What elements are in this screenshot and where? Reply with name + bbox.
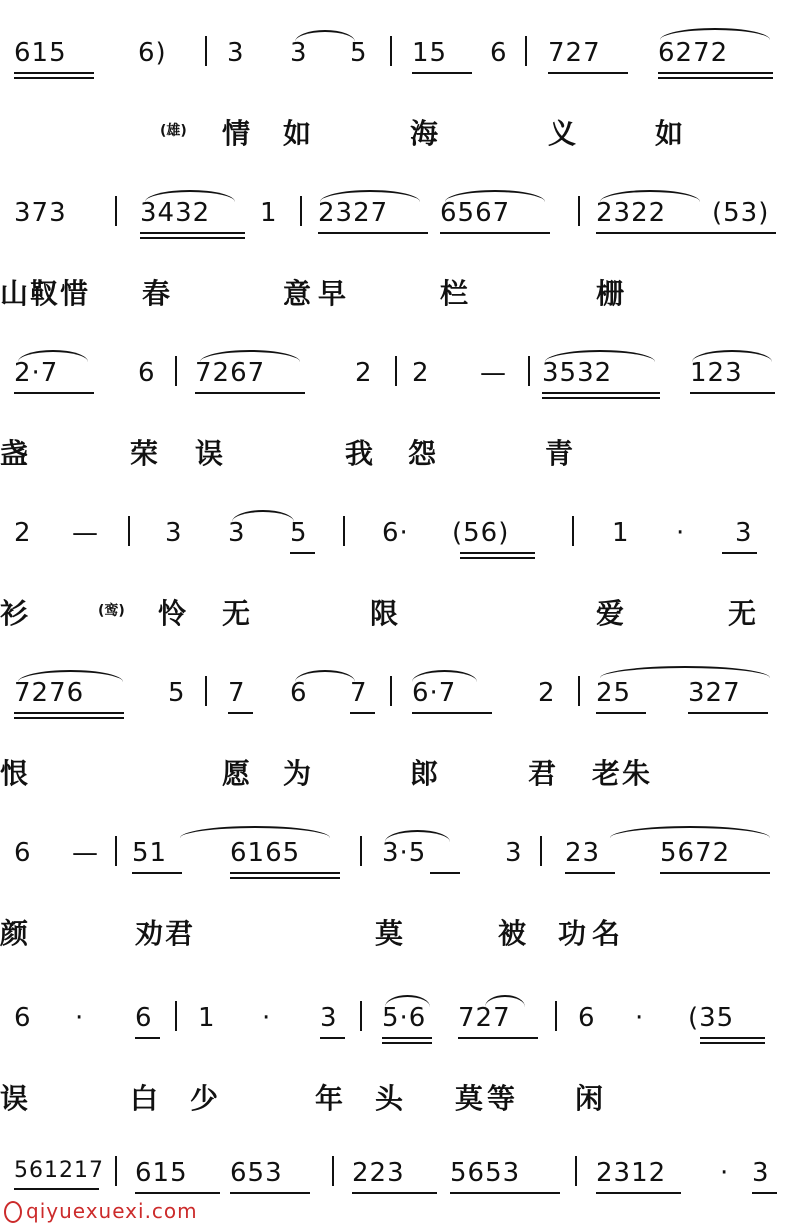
underline (140, 237, 245, 239)
lyric-char: 君 (165, 917, 194, 950)
slur (200, 350, 300, 362)
notation-line (0, 830, 800, 890)
lyrics-line (0, 912, 800, 952)
underline (596, 712, 646, 714)
barline (525, 36, 527, 66)
barline (572, 516, 574, 546)
slur (385, 995, 430, 1007)
notation-line (0, 670, 800, 730)
score-system-5 (0, 670, 800, 820)
note-group: 3 (320, 1003, 338, 1033)
lyric-char: 头 (375, 1082, 404, 1115)
barline (343, 516, 345, 546)
underline (450, 1192, 560, 1194)
underline (458, 1037, 538, 1039)
barline (578, 676, 580, 706)
note-group: · (75, 1003, 85, 1033)
note-group: (53) (712, 198, 770, 228)
slur (660, 28, 770, 40)
slur (295, 30, 355, 42)
underline (430, 872, 460, 874)
lyric-char: 荣 (130, 437, 159, 470)
note-group: 23 (565, 838, 601, 868)
lyric-char: 无 (728, 597, 757, 630)
score-system-6 (0, 830, 800, 980)
underline (350, 712, 375, 714)
note-group: 727 (548, 38, 601, 68)
note-group: · (720, 1158, 730, 1188)
note-group: 6 (14, 1003, 32, 1033)
underline (596, 1192, 681, 1194)
underline (700, 1042, 765, 1044)
lyric-char: 我 (345, 437, 374, 470)
underline (140, 232, 245, 234)
score-system-1 (0, 30, 800, 180)
barline (300, 196, 302, 226)
note-group: — (72, 518, 99, 548)
note-group: 3 (752, 1158, 770, 1188)
note-group: 223 (352, 1158, 405, 1188)
note-group: 3432 (140, 198, 211, 228)
slur (692, 350, 772, 362)
slur (18, 670, 123, 682)
note-group: — (480, 358, 507, 388)
barline (205, 676, 207, 706)
note-group: 6 (135, 1003, 153, 1033)
note-group: 6165 (230, 838, 301, 868)
note-group: · (635, 1003, 645, 1033)
note-group: 2 (14, 518, 32, 548)
note-group: 6) (138, 38, 167, 68)
note-group: 2 (538, 678, 556, 708)
lyric-char: 衫 (0, 597, 29, 630)
note-group: 2312 (596, 1158, 667, 1188)
underline (412, 712, 492, 714)
lyrics-line (0, 752, 800, 792)
slur (600, 666, 770, 678)
underline (542, 397, 660, 399)
underline (230, 877, 340, 879)
underline (412, 72, 472, 74)
site-watermark (4, 1199, 198, 1224)
slur (412, 670, 477, 682)
slur (18, 350, 88, 362)
underline (14, 1188, 99, 1190)
lyrics-line (0, 112, 800, 152)
barline (115, 196, 117, 226)
underline (14, 77, 94, 79)
note-group: 25 (596, 678, 632, 708)
lyrics-line (0, 592, 800, 632)
barline (578, 196, 580, 226)
lyric-char: 怜 (158, 597, 187, 630)
note-group: 2 (355, 358, 373, 388)
underline (320, 1037, 345, 1039)
barline (575, 1156, 577, 1186)
lyric-char: 早 (318, 277, 347, 310)
barline (555, 1001, 557, 1031)
lyric-char: 如 (655, 117, 684, 150)
underline (752, 1192, 777, 1194)
underline (14, 717, 124, 719)
note-group: 3532 (542, 358, 613, 388)
lyric-char: 愿 (222, 757, 251, 790)
lyric-char: 恨 (0, 757, 29, 790)
note-group: 2·7 (14, 358, 59, 388)
lyric-char: 春 (142, 277, 171, 310)
barline (528, 356, 530, 386)
lyric-char: 怨 (408, 437, 437, 470)
underline (135, 1192, 220, 1194)
lyric-char: 为 (283, 757, 312, 790)
note-group: 2 (412, 358, 430, 388)
lyric-char: 如 (283, 117, 312, 150)
barline (128, 516, 130, 546)
barline (360, 836, 362, 866)
note-group: 6 (290, 678, 308, 708)
notation-line (0, 510, 800, 570)
note-group: 5 (168, 678, 186, 708)
note-group: 1 (260, 198, 278, 228)
underline (228, 712, 253, 714)
note-group: 5672 (660, 838, 731, 868)
lyric-char: 栏 (440, 277, 469, 310)
note-group: 6· (382, 518, 409, 548)
lyric-char: 名 (592, 917, 621, 950)
note-group: 373 (14, 198, 67, 228)
slur (232, 510, 294, 522)
barline (390, 676, 392, 706)
note-group: · (262, 1003, 272, 1033)
lyric-char: 被 (498, 917, 527, 950)
lyric-char: 无 (222, 597, 251, 630)
lyric-char: 误 (0, 1082, 29, 1115)
note-group: 1 (612, 518, 630, 548)
lyric-char: 山 (0, 277, 29, 310)
note-group: 3·5 (382, 838, 427, 868)
barline (115, 836, 117, 866)
watermark-text: qiyuexuexi.com (26, 1198, 198, 1223)
lyric-char: 青 (545, 437, 574, 470)
note-group: 5 (350, 38, 368, 68)
note-group: 3 (227, 38, 245, 68)
barline (395, 356, 397, 386)
note-group: 6·7 (412, 678, 457, 708)
barline (540, 836, 542, 866)
note-group: 2327 (318, 198, 389, 228)
note-group: 615 (14, 38, 67, 68)
notation-line (0, 190, 800, 250)
lyric-char: 义 (548, 117, 577, 150)
lyric-char: 老 (592, 757, 621, 790)
note-group: (35 (688, 1003, 735, 1033)
lyric-char: 等 (487, 1082, 516, 1115)
underline (135, 1037, 160, 1039)
note-group: 1 (198, 1003, 216, 1033)
note-group: (56) (452, 518, 510, 548)
underline (690, 392, 775, 394)
role-marker: (雄) (160, 123, 187, 139)
note-group: 15 (412, 38, 448, 68)
note-group: 5·6 (382, 1003, 427, 1033)
slur (610, 826, 770, 838)
note-group: 653 (230, 1158, 283, 1188)
underline (230, 1192, 310, 1194)
note-group: 51 (132, 838, 168, 868)
lyric-char: 情 (222, 117, 251, 150)
underline (700, 1037, 765, 1039)
note-group: — (72, 838, 99, 868)
underline (14, 72, 94, 74)
slur (180, 826, 330, 838)
underline (460, 552, 535, 554)
lyric-char: 盏 (0, 437, 29, 470)
barline (205, 36, 207, 66)
note-group: 5653 (450, 1158, 521, 1188)
lyric-char: 郎 (410, 757, 439, 790)
lyrics-line (0, 272, 800, 312)
notation-line (0, 30, 800, 90)
underline (318, 232, 428, 234)
note-group: 3 (290, 38, 308, 68)
score-system-2 (0, 190, 800, 340)
note-group: 5 (290, 518, 308, 548)
note-group: 2322 (596, 198, 667, 228)
lyric-char: 劝 (135, 917, 164, 950)
site-logo-icon (4, 1201, 22, 1223)
lyric-char: 白 (130, 1082, 159, 1115)
note-group: 561217 (14, 1158, 104, 1183)
lyrics-line (0, 1077, 800, 1117)
underline (596, 232, 776, 234)
lyric-char: 误 (195, 437, 224, 470)
lyric-char: 莫 (375, 917, 404, 950)
note-group: 6 (490, 38, 508, 68)
notation-line (0, 995, 800, 1055)
underline (195, 392, 305, 394)
barline (360, 1001, 362, 1031)
score-system-4 (0, 510, 800, 660)
note-group: 6 (138, 358, 156, 388)
score-system-7 (0, 995, 800, 1145)
note-group: 3 (735, 518, 753, 548)
underline (382, 1037, 432, 1039)
lyric-char: 功 (558, 917, 587, 950)
note-group: 123 (690, 358, 743, 388)
underline (14, 712, 124, 714)
lyric-char: 君 (528, 757, 557, 790)
underline (440, 232, 550, 234)
lyric-char: 爱 (596, 597, 625, 630)
lyric-char: 海 (410, 117, 439, 150)
note-group: 615 (135, 1158, 188, 1188)
lyric-char: 栅 (596, 277, 625, 310)
note-group: 7267 (195, 358, 266, 388)
slur (145, 190, 235, 202)
slur (385, 830, 450, 842)
barline (332, 1156, 334, 1186)
barline (115, 1156, 117, 1186)
note-group: 6272 (658, 38, 729, 68)
underline (658, 72, 773, 74)
barline (175, 1001, 177, 1031)
slur (600, 190, 700, 202)
underline (658, 77, 773, 79)
lyric-char: 靫 (30, 277, 59, 310)
note-group: 3 (228, 518, 246, 548)
slur (485, 995, 525, 1007)
lyric-char: 限 (370, 597, 399, 630)
underline (460, 557, 535, 559)
note-group: 327 (688, 678, 741, 708)
underline (688, 712, 768, 714)
note-group: 6567 (440, 198, 511, 228)
underline (352, 1192, 437, 1194)
score-system-3 (0, 350, 800, 500)
role-marker: (鸾) (98, 603, 125, 619)
lyric-char: 闲 (575, 1082, 604, 1115)
underline (382, 1042, 432, 1044)
barline (390, 36, 392, 66)
barline (175, 356, 177, 386)
note-group: 7276 (14, 678, 85, 708)
slur (295, 670, 355, 682)
slur (545, 350, 655, 362)
lyric-char: 惜 (60, 277, 89, 310)
lyric-char: 少 (190, 1082, 219, 1115)
note-group: 6 (578, 1003, 596, 1033)
lyric-char: 莫 (455, 1082, 484, 1115)
notation-line (0, 350, 800, 410)
note-group: 6 (14, 838, 32, 868)
underline (14, 392, 94, 394)
underline (542, 392, 660, 394)
underline (565, 872, 615, 874)
note-group: 3 (165, 518, 183, 548)
lyric-char: 朱 (622, 757, 651, 790)
slur (320, 190, 420, 202)
lyric-char: 年 (315, 1082, 344, 1115)
lyric-char: 意 (283, 277, 312, 310)
lyrics-line (0, 432, 800, 472)
note-group: 3 (505, 838, 523, 868)
underline (660, 872, 770, 874)
underline (290, 552, 315, 554)
underline (132, 872, 182, 874)
slur (445, 190, 545, 202)
note-group: 7 (350, 678, 368, 708)
underline (230, 872, 340, 874)
lyric-char: 颜 (0, 917, 29, 950)
note-group: · (676, 518, 686, 548)
underline (548, 72, 628, 74)
note-group: 727 (458, 1003, 511, 1033)
note-group: 7 (228, 678, 246, 708)
underline (722, 552, 757, 554)
